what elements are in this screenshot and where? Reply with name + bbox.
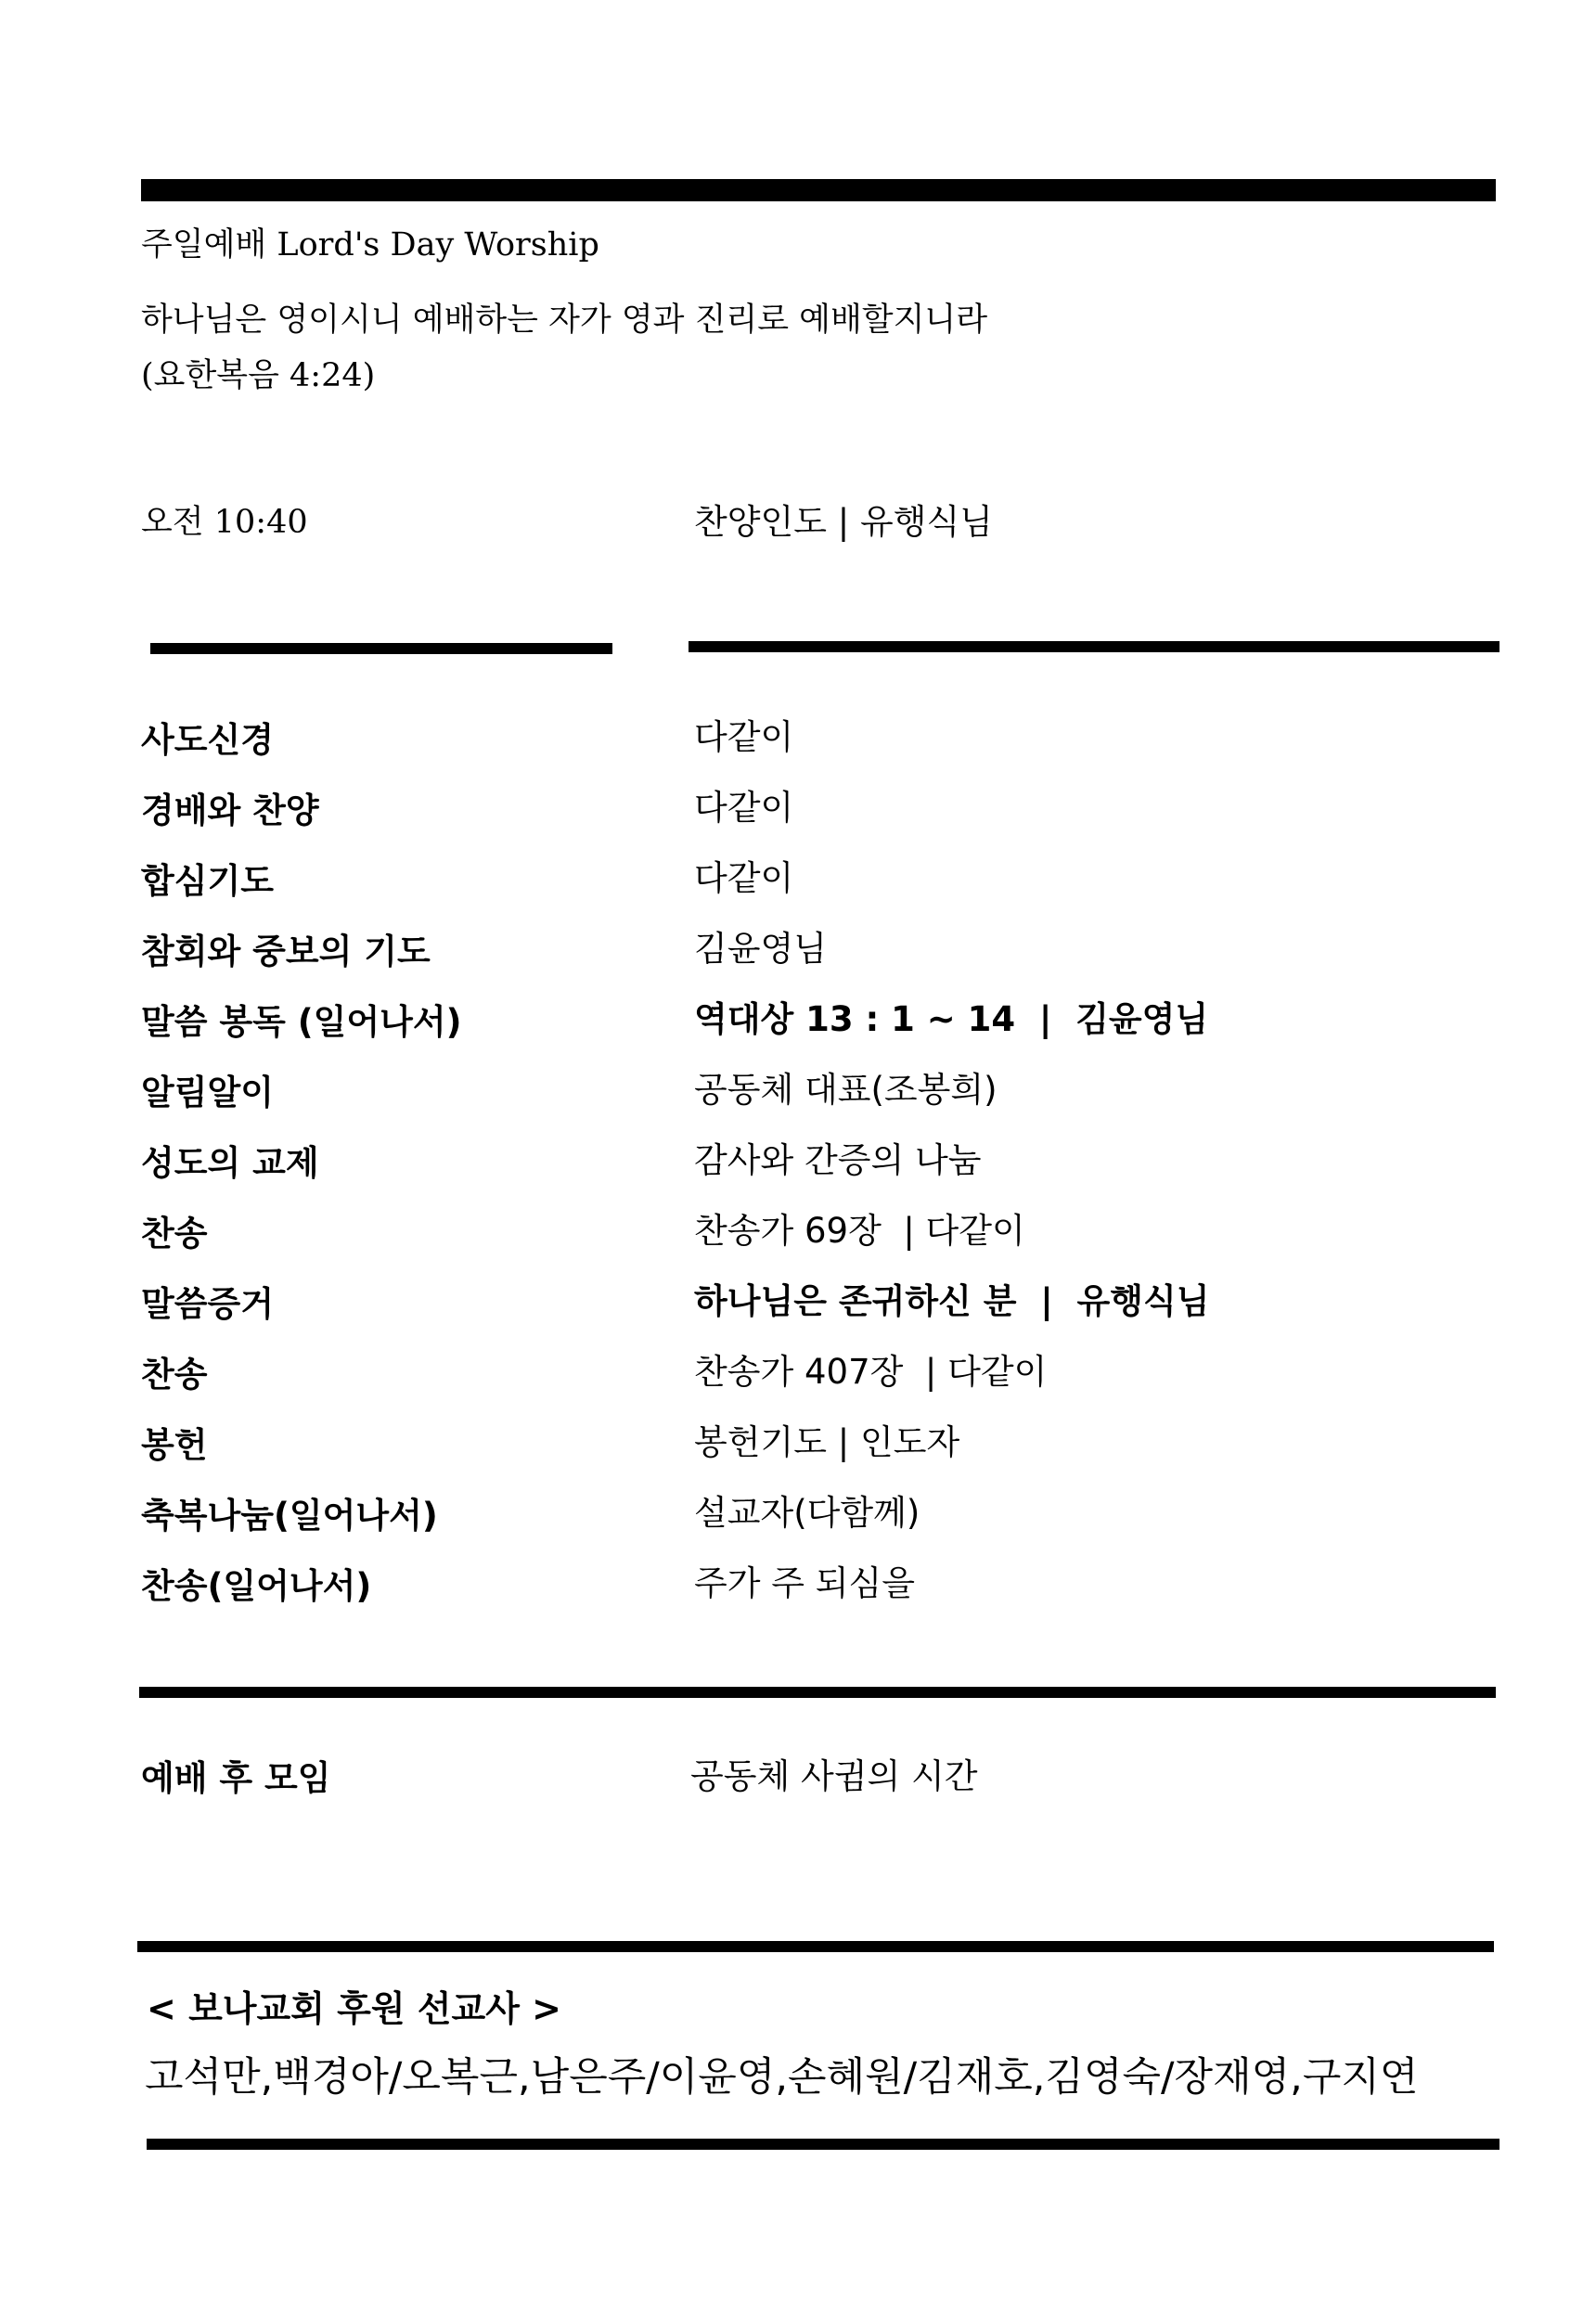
bottom-divider (147, 2139, 1499, 2150)
service-title: 주일예배 Lord's Day Worship (141, 226, 599, 264)
order-label: 경배와 찬양 (141, 791, 319, 830)
order-value: 하나님은 존귀하신 분 | 유행식님 (694, 1281, 1210, 1321)
missionaries-top-divider (137, 1941, 1494, 1952)
order-value: 다같이 (694, 788, 794, 828)
order-label: 알림알이 (141, 1073, 274, 1112)
order-value: 찬송가 69장 | 다같이 (694, 1211, 1025, 1251)
order-value: 김윤영님 (694, 929, 827, 969)
left-column-divider (150, 643, 612, 654)
order-label: 봉헌 (141, 1425, 208, 1465)
after-service-value: 공동체 사귐의 시간 (690, 1756, 978, 1796)
right-column-divider (689, 641, 1499, 652)
order-label: 찬송 (141, 1214, 208, 1253)
order-value: 봉헌기도 | 인도자 (694, 1422, 960, 1462)
order-value: 찬송가 407장 | 다같이 (694, 1352, 1048, 1392)
worship-leader: 찬양인도 | 유행식님 (694, 502, 993, 542)
order-label: 찬송 (141, 1355, 208, 1395)
order-value: 다같이 (694, 717, 794, 757)
order-label: 말씀증거 (141, 1284, 274, 1324)
order-value: 주가 주 되심을 (694, 1563, 915, 1603)
order-label: 사도신경 (141, 720, 274, 760)
order-value: 감사와 간증의 나눔 (694, 1140, 982, 1180)
missionaries-names: 고석만,백경아/오복근,남은주/이윤영,손혜원/김재호,김영숙/장재영,구지연 (145, 2054, 1419, 2101)
order-value: 역대상 13 : 1 ~ 14 | 김윤영님 (694, 999, 1209, 1039)
verse-line-1: 하나님은 영이시니 예배하는 자가 영과 진리로 예배할지니라 (141, 302, 988, 339)
after-service-divider (139, 1687, 1496, 1698)
after-service-label: 예배 후 모임 (141, 1758, 331, 1798)
verse-reference: (요한복음 4:24) (141, 357, 376, 394)
top-divider (141, 179, 1496, 201)
order-label: 말씀 봉독 (일어나서) (141, 1002, 462, 1042)
order-label: 합심기도 (141, 861, 274, 901)
order-value: 다같이 (694, 858, 794, 898)
order-label: 찬송(일어나서) (141, 1566, 372, 1606)
order-value: 설교자(다함께) (694, 1493, 920, 1533)
order-label: 참회와 중보의 기도 (141, 932, 431, 971)
order-label: 축복나눔(일어나서) (141, 1496, 438, 1536)
order-label: 성도의 교제 (141, 1143, 319, 1183)
service-time: 오전 10:40 (141, 504, 308, 541)
missionaries-title: < 보나교회 후원 선교사 > (147, 1988, 561, 2029)
order-value: 공동체 대표(조봉희) (694, 1070, 998, 1110)
